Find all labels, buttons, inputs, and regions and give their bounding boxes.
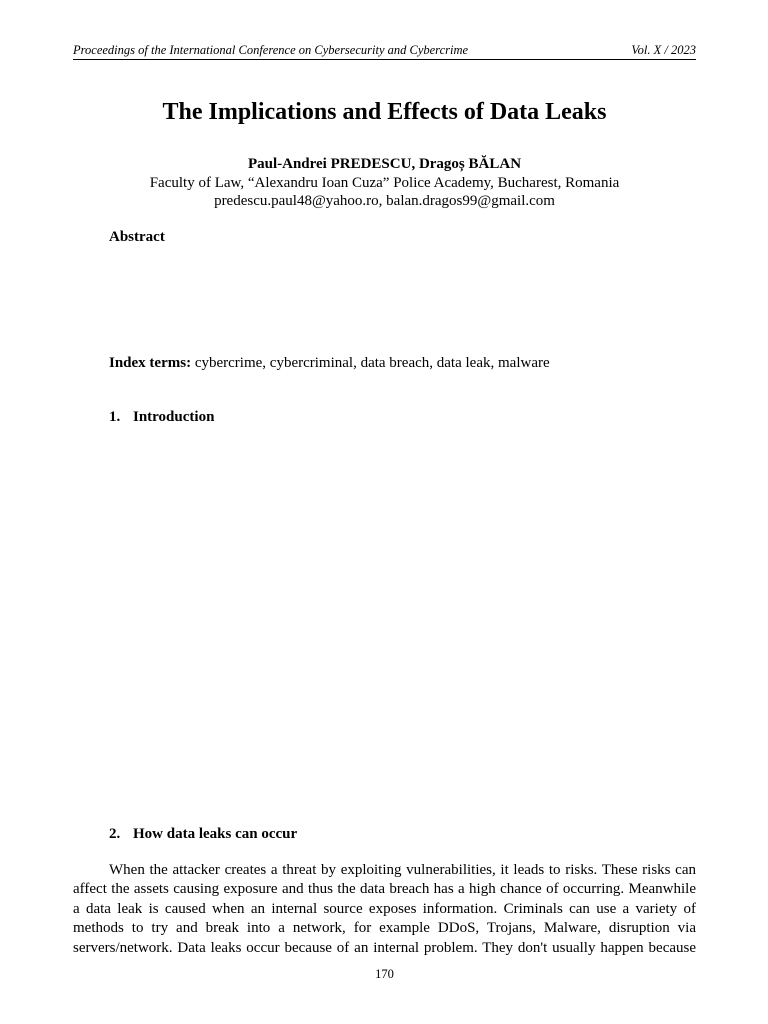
section-2-paragraph bbox=[73, 861, 696, 958]
journal-name: Proceedings of the International Conference on Cybersecurity and Cybercrime bbox=[73, 43, 469, 57]
author-emails: predescu.paul48@yahoo.ro, balan.dragos99@gmail.com bbox=[214, 193, 555, 209]
author-affiliation: Faculty of Law, “Alexandru Ioan Cuza” Police Academy, Bucharest, Romania bbox=[149, 175, 620, 191]
section-heading-data-leaks bbox=[109, 825, 297, 843]
paragraph-line: a data leak is caused when an internal source exposes information. Criminals can use a variety of bbox=[73, 900, 696, 917]
section-number: 1. bbox=[109, 409, 121, 425]
paragraph-line: When the attacker creates a threat by exploiting vulnerabilities, it leads to risks. These risks can bbox=[109, 862, 696, 878]
section-title: How data leaks can occur bbox=[133, 826, 298, 842]
paper-title: The Implications and Effects of Data Leaks bbox=[162, 99, 607, 125]
running-header bbox=[73, 42, 696, 60]
paragraph-line: affect the assets causing exposure and thus the data breach has a high chance of occurring. Meanwhile bbox=[73, 881, 696, 898]
abstract-heading: Abstract bbox=[109, 229, 165, 245]
paragraph-line: methods to try and break into a network, for example DDoS, Trojans, Malware, disruption via bbox=[73, 920, 696, 937]
author-list: Paul-Andrei PREDESCU, Dragoș BĂLAN bbox=[247, 156, 522, 172]
paragraph-line: servers/network. Data leaks occur because of an internal problem. They don't usually happen because bbox=[73, 939, 696, 956]
volume-label: Vol. X / 2023 bbox=[631, 43, 696, 57]
section-title: Introduction bbox=[133, 409, 215, 425]
index-terms bbox=[109, 354, 550, 372]
index-terms-list: cybercrime, cybercriminal, data breach, data leak, malware bbox=[194, 355, 550, 371]
section-number: 2. bbox=[109, 826, 121, 842]
page-number: 170 bbox=[375, 967, 394, 981]
section-heading-introduction bbox=[109, 408, 214, 426]
index-terms-label: Index terms: bbox=[109, 355, 192, 371]
